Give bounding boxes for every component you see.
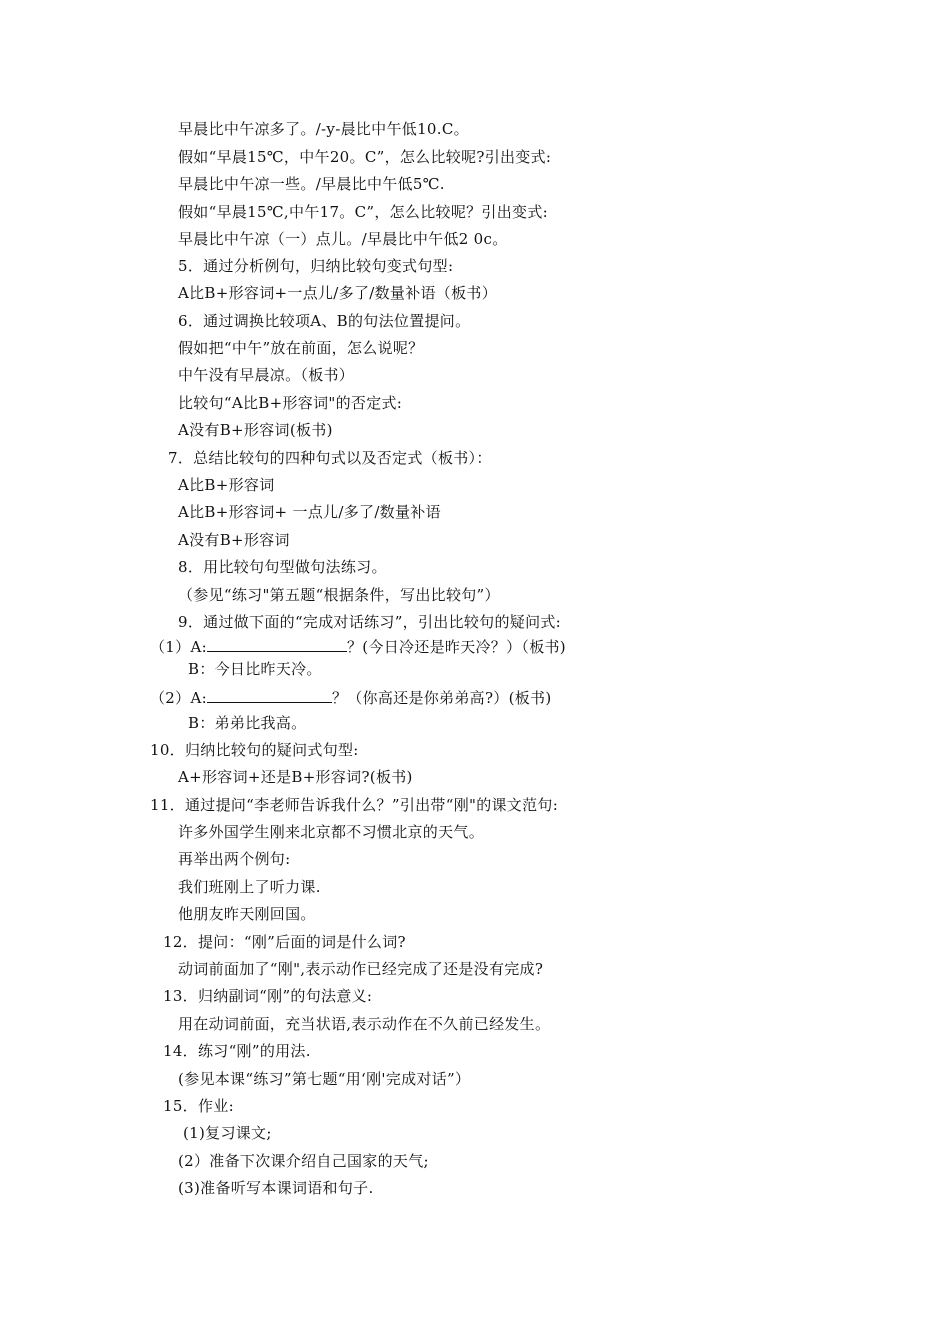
text-line: 假如把“中午”放在前面，怎么说呢？ (178, 339, 424, 357)
text-line: 11．通过提问“李老师告诉我什么？”引出带“刚"的课文范句: (150, 796, 559, 814)
text-line: A没有B+形容词 (178, 531, 290, 549)
text-line: 再举出两个例句: (178, 850, 291, 868)
text-line: 中午没有早晨凉。（板书） (178, 366, 355, 384)
text-line: 他朋友昨天刚回国。 (178, 905, 316, 923)
text-line: 比较句“A比B+形容词"的否定式: (178, 394, 403, 412)
line-suffix: ？（你高还是你弟弟高?）(板书) (331, 689, 552, 707)
answer-blank (207, 687, 332, 703)
text-line: 7．总结比较句的四种句式以及否定式（板书）： (168, 449, 492, 467)
text-line: 动词前面加了“刚",表示动作已经完成了还是没有完成? (178, 960, 544, 978)
text-line: 6．通过调换比较项A、B的句法位置提问。 (178, 312, 471, 330)
text-line: 13．归纳副词“刚”的句法意义: (163, 987, 373, 1005)
text-line: 15．作业: (163, 1097, 234, 1115)
text-line: B：今日比昨天冷。 (188, 660, 322, 678)
text-line-with-blank (150, 636, 566, 657)
line-prefix: （1）A: (150, 638, 207, 656)
text-line: 用在动词前面，充当状语,表示动作在不久前已经发生。 (178, 1015, 551, 1033)
text-line-with-blank (150, 687, 552, 708)
text-line: (2）准备下次课介绍自己国家的天气; (178, 1152, 429, 1170)
text-line: (参见本课“练习”第七题“用‘刚'完成对话”） (178, 1070, 471, 1088)
text-line: A没有B+形容词(板书) (178, 421, 333, 439)
line-suffix: ？(今日冷还是昨天冷？）（板书) (346, 638, 566, 656)
text-line: A比B+形容词 (178, 476, 275, 494)
text-line: 早晨比中午凉（一）点儿。/早晨比中午低2 0c。 (178, 230, 508, 248)
text-line: 10．归纳比较句的疑问式句型: (150, 741, 359, 759)
text-line: 5．通过分析例句，归纳比较句变式句型: (178, 257, 454, 275)
text-line: (3)准备听写本课词语和句子. (178, 1179, 374, 1197)
text-line: 早晨比中午凉多了。/-y-晨比中午低10.C。 (178, 120, 469, 138)
text-line: 12．提问：“刚”后面的词是什么词? (163, 933, 406, 951)
text-line: 9．通过做下面的“完成对话练习”，引出比较句的疑问式: (178, 613, 562, 631)
text-line: 假如“早晨15℃,中午17。C”，怎么比较呢？引出变式: (178, 203, 548, 221)
text-line: (1)复习课文; (183, 1124, 272, 1142)
text-line: 我们班刚上了听力课. (178, 878, 321, 896)
line-prefix: （2）A: (150, 689, 207, 707)
text-line: A比B+形容词+ 一点儿/多了/数量补语 (178, 503, 441, 521)
text-line: 假如“早晨15℃，中午20。C”，怎么比较呢?引出变式: (178, 148, 552, 166)
text-line: A+形容词+还是B+形容词?(板书) (178, 768, 413, 786)
text-line: B：弟弟比我高。 (188, 714, 307, 732)
text-line: 14．练习“刚”的用法. (163, 1042, 311, 1060)
text-line: 8．用比较句句型做句法练习。 (178, 558, 387, 576)
text-line: A比B+形容词+一点儿/多了/数量补语（板书） (178, 284, 498, 302)
text-line: 早晨比中午凉一些。/早晨比中午低5℃. (178, 175, 445, 193)
text-line: 许多外国学生刚来北京都不习惯北京的天气。 (178, 823, 485, 841)
text-line: （参见“练习"第五题“根据条件，写出比较句”） (178, 586, 500, 604)
answer-blank (207, 636, 347, 652)
